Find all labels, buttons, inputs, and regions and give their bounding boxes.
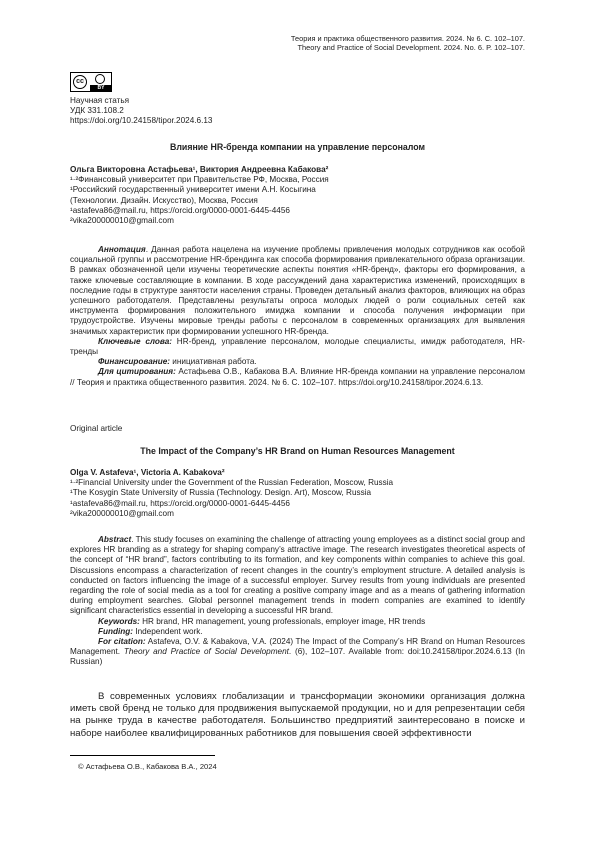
footnote-divider bbox=[70, 755, 215, 756]
affiliation-ru-3: (Технологии. Дизайн. Искусство), Москва, Россия bbox=[70, 195, 258, 205]
email-en-2[interactable]: ²vika200000010@gmail.com bbox=[70, 508, 174, 518]
affiliation-en-2: ¹The Kosygin State University of Russia (Technology. Design. Art), Moscow, Russia bbox=[70, 488, 372, 498]
abstract-label-ru: Аннотация bbox=[98, 245, 146, 254]
affiliation-ru-1: ¹·²Финансовый университет при Правительстве РФ, Москва, Россия bbox=[70, 175, 329, 185]
article-type-en: Original article bbox=[70, 424, 123, 433]
funding-ru bbox=[70, 357, 525, 367]
citation-label-ru: Для цитирования: bbox=[98, 367, 176, 377]
journal-header-ru: Теория и практика общественного развития. 2024. № 6. С. 102–107. bbox=[290, 34, 525, 43]
citation-text-en-1: Astafeva, O.V. & Kabakova, V.A. (2024) The Impact of the Company’s HR Brand on Human Resources Management. bbox=[70, 637, 525, 657]
citation-label-en: For citation: bbox=[98, 637, 146, 647]
affiliation-ru-2: ¹Российский государственный университет имени А.Н. Косыгина bbox=[70, 185, 316, 195]
funding-en bbox=[70, 627, 525, 637]
email-en-1[interactable]: ¹astafeva86@mail.ru, https://orcid.org/0000-0001-6445-4456 bbox=[70, 498, 290, 508]
funding-text-en: Independent work. bbox=[133, 626, 203, 636]
journal-header bbox=[291, 34, 525, 53]
by-label: BY bbox=[90, 85, 112, 92]
authors-en: Olga V. Astafeva¹, Victoria A. Kabakova² bbox=[70, 468, 225, 477]
keywords-label-ru: Ключевые слова: bbox=[98, 336, 172, 346]
body-paragraph: В современных условиях глобализации и трансформации экономики организация должна иметь свой бренд не только для продвижения выпускаемой продукции, но и для репрезентации себя на рынке труда в качестве работодателя. Большинство предприятий заинтересовано в поиске и наборе наиболее квалифицированных работников для повышения своей эффективности bbox=[70, 691, 525, 739]
affiliation-en-1: ¹·²Financial University under the Government of the Russian Federation, Moscow, Russia bbox=[70, 478, 394, 488]
abstract-block-ru bbox=[70, 245, 525, 388]
abstract-block-en bbox=[70, 535, 525, 668]
title-ru: Влияние HR-бренда компании на управление персоналом bbox=[169, 142, 426, 152]
citation-ru bbox=[70, 367, 525, 387]
abstract-label-en: Abstract bbox=[98, 535, 132, 544]
citation-text-ru: Астафьева О.В., Кабакова В.А. Влияние HR-бренда компании на управление персоналом // Теория и практика общественного развития. 2024. № 6. С. 102–107. https://doi.org/10.24158/tipor.2024.6.13. bbox=[70, 367, 525, 387]
journal-header-en: Theory and Practice of Social Development. 2024. No. 6. P. 102–107. bbox=[297, 43, 525, 53]
keywords-label-en: Keywords: bbox=[98, 616, 140, 626]
cc-by-license-icon[interactable] bbox=[70, 72, 112, 92]
keywords-en bbox=[70, 617, 525, 627]
email-ru-2[interactable]: ²vika200000010@gmail.com bbox=[70, 216, 174, 226]
doi-link[interactable]: https://doi.org/10.24158/tipor.2024.6.13 bbox=[70, 116, 213, 126]
article-type-ru: Научная статья bbox=[70, 96, 130, 105]
keywords-text-ru: HR-бренд, управление персоналом, молодые специалисты, имидж работодателя, HR-тренды bbox=[70, 336, 525, 357]
attribution-person-icon bbox=[90, 73, 112, 85]
udk: УДК 331.108.2 bbox=[70, 106, 124, 116]
citation-journal-en: Theory and Practice of Social Development bbox=[123, 647, 289, 657]
title-en: The Impact of the Company’s HR Brand on Human Resources Management bbox=[140, 446, 455, 456]
authors-block-en bbox=[70, 468, 525, 519]
copyright-notice: © Астафьева О.В., Кабакова В.А., 2024 bbox=[78, 762, 217, 771]
abstract-en bbox=[70, 535, 525, 617]
cc-icon: cc bbox=[73, 75, 87, 89]
email-ru-1[interactable]: ¹astafeva86@mail.ru, https://orcid.org/0000-0001-6445-4456 bbox=[70, 205, 290, 215]
abstract-ru bbox=[70, 245, 525, 337]
citation-en bbox=[70, 637, 525, 668]
funding-label-en: Funding: bbox=[98, 626, 134, 636]
authors-block-ru bbox=[70, 165, 525, 226]
funding-label-ru: Финансирование: bbox=[98, 357, 171, 367]
abstract-text-ru: . Данная работа нацелена на изучение проблемы привлечения молодых сотрудников как особой социальной группы и рассмотрение HR-брендинга как способа формирования привлекательного образа организации. В рамках обозначенной цели изучены теоретические аспекты понятия «HR-бренд», факторы его формирования, а также ключевые составляющие в компании. В ходе рассуждений дана характеристика изменений, происходящих в последние годы в структуре занятости населения страны. Проведен детальный анализ факторов, влияющих на образ успешного работодателя. Представлены результаты опроса молодых людей о роли социальных сетей как инструмента формирования положительного имиджа компании и способа получения информации при трудоустройстве. Изучены мировые тренды работы с персоналом в современных организациях для выявления значимых характеристик при формировании успешного HR-бренда. bbox=[70, 245, 525, 336]
keywords-text-en: HR brand, HR management, young professionals, employer image, HR trends bbox=[139, 616, 426, 626]
article-meta bbox=[70, 96, 525, 127]
authors-ru: Ольга Викторовна Астафьева¹, Виктория Андреевна Кабакова² bbox=[70, 165, 329, 174]
keywords-ru bbox=[70, 337, 525, 357]
abstract-text-en: . This study focuses on examining the challenge of attracting young employees as a distinct social group and explores HR branding as a strategy for shaping company’s attractive image. The research investigates theoretical aspects of the concept of “HR brand”, factors contributing to its formation, and key components within companies to achieve this goal. Discussions encompass a characterization of recent changes in the country’s employment structure. A detailed analysis is conducted on factors influencing the image of a successful employer. Survey results from young individuals are presented regarding the role of social media as a tool for creating a positive company image and as a means of gathering information during employment searches. Global personnel management trends in modern companies are examined to identify significant characteristics essential in developing a successful HR brand. bbox=[70, 535, 525, 616]
funding-text-ru: инициативная работа. bbox=[170, 357, 257, 367]
citation-text-en-2: . (6), 102–107. Available from: doi:10.24158/tipor.2024.6.13 (In Russian) bbox=[70, 647, 525, 667]
